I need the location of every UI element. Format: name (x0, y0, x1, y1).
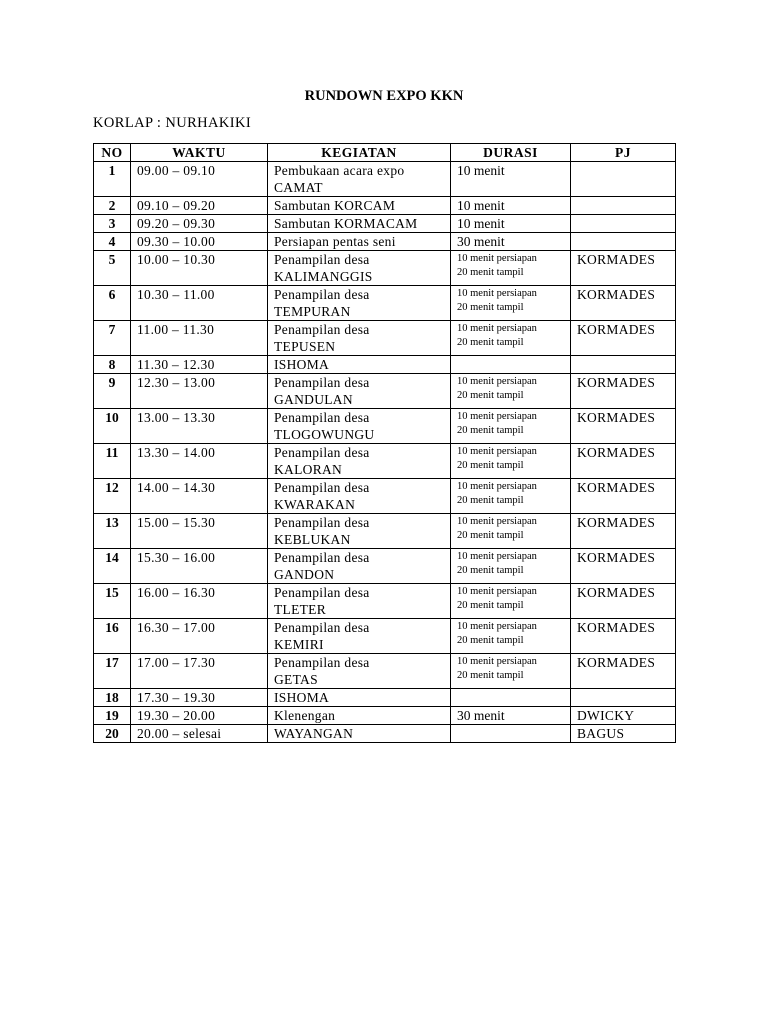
header-no: NO (94, 144, 131, 162)
cell-kegiatan (268, 514, 451, 549)
cell-no: 20 (94, 725, 131, 743)
cell-durasi (451, 514, 571, 549)
table-row (94, 409, 676, 444)
cell-pj: KORMADES (571, 619, 676, 654)
cell-pj (571, 162, 676, 197)
cell-kegiatan (268, 689, 451, 707)
cell-kegiatan (268, 233, 451, 251)
table-row (94, 725, 676, 743)
cell-waktu: 11.00 – 11.30 (131, 321, 268, 356)
cell-no: 6 (94, 286, 131, 321)
cell-kegiatan (268, 215, 451, 233)
cell-waktu: 09.10 – 09.20 (131, 197, 268, 215)
kegiatan-line: CAMAT (274, 180, 323, 195)
cell-pj: KORMADES (571, 584, 676, 619)
kegiatan-line: ISHOMA (274, 357, 330, 372)
cell-waktu: 13.30 – 14.00 (131, 444, 268, 479)
table-row (94, 689, 676, 707)
cell-durasi (451, 444, 571, 479)
durasi-detail: 10 menit persiapan (457, 376, 537, 387)
durasi-detail: 10 menit persiapan (457, 481, 537, 492)
kegiatan-line: TEMPURAN (274, 304, 351, 319)
cell-durasi (451, 321, 571, 356)
table-row (94, 707, 676, 725)
cell-durasi (451, 479, 571, 514)
cell-kegiatan (268, 444, 451, 479)
durasi-detail: 10 menit persiapan (457, 411, 537, 422)
kegiatan-line: Penampilan desa (274, 620, 370, 635)
table-row (94, 374, 676, 409)
kegiatan-line: KWARAKAN (274, 497, 356, 512)
kegiatan-line: Penampilan desa (274, 515, 370, 530)
cell-waktu: 15.00 – 15.30 (131, 514, 268, 549)
cell-no: 12 (94, 479, 131, 514)
cell-no: 5 (94, 251, 131, 286)
cell-no: 13 (94, 514, 131, 549)
durasi-detail: 10 menit persiapan (457, 656, 537, 667)
cell-durasi: 10 menit (451, 197, 571, 215)
cell-waktu: 17.00 – 17.30 (131, 654, 268, 689)
cell-durasi (451, 286, 571, 321)
cell-durasi (451, 584, 571, 619)
durasi-detail: 20 menit tampil (457, 266, 524, 278)
cell-pj: KORMADES (571, 654, 676, 689)
cell-pj: KORMADES (571, 321, 676, 356)
cell-kegiatan (268, 584, 451, 619)
cell-pj: KORMADES (571, 549, 676, 584)
cell-pj (571, 356, 676, 374)
cell-kegiatan (268, 409, 451, 444)
cell-waktu: 10.00 – 10.30 (131, 251, 268, 286)
kegiatan-line: TLETER (274, 602, 327, 617)
table-row (94, 197, 676, 215)
durasi-detail: 20 menit tampil (457, 529, 524, 541)
table-row (94, 549, 676, 584)
cell-durasi (451, 619, 571, 654)
cell-durasi (451, 549, 571, 584)
durasi-detail: 10 menit persiapan (457, 446, 537, 457)
table-row (94, 479, 676, 514)
kegiatan-line: ISHOMA (274, 690, 330, 705)
cell-durasi: 30 menit (451, 707, 571, 725)
kegiatan-line: Persiapan pentas seni (274, 234, 396, 249)
kegiatan-line: Pembukaan acara expo (274, 163, 405, 178)
cell-durasi: 30 menit (451, 233, 571, 251)
cell-kegiatan (268, 725, 451, 743)
cell-kegiatan (268, 619, 451, 654)
header-durasi: DURASI (451, 144, 571, 162)
cell-waktu: 09.30 – 10.00 (131, 233, 268, 251)
kegiatan-line: KALIMANGGIS (274, 269, 373, 284)
cell-waktu: 12.30 – 13.00 (131, 374, 268, 409)
table-row (94, 215, 676, 233)
cell-no: 11 (94, 444, 131, 479)
cell-durasi (451, 409, 571, 444)
table-row (94, 584, 676, 619)
durasi-detail: 20 menit tampil (457, 634, 524, 646)
cell-waktu: 13.00 – 13.30 (131, 409, 268, 444)
cell-no: 7 (94, 321, 131, 356)
kegiatan-line: Penampilan desa (274, 655, 370, 670)
document-title: RUNDOWN EXPO KKN (304, 88, 464, 104)
table-row (94, 251, 676, 286)
kegiatan-line: Sambutan KORMACAM (274, 216, 418, 231)
cell-pj: KORMADES (571, 444, 676, 479)
cell-no: 4 (94, 233, 131, 251)
kegiatan-line: KEBLUKAN (274, 532, 351, 547)
cell-durasi: 10 menit (451, 215, 571, 233)
durasi-detail: 20 menit tampil (457, 301, 524, 313)
cell-waktu: 10.30 – 11.00 (131, 286, 268, 321)
cell-no: 9 (94, 374, 131, 409)
kegiatan-line: Penampilan desa (274, 445, 370, 460)
cell-kegiatan (268, 479, 451, 514)
cell-pj: BAGUS (571, 725, 676, 743)
cell-pj (571, 197, 676, 215)
durasi-detail: 10 menit persiapan (457, 586, 537, 597)
cell-pj: DWICKY (571, 707, 676, 725)
cell-no: 17 (94, 654, 131, 689)
cell-kegiatan (268, 162, 451, 197)
cell-waktu: 11.30 – 12.30 (131, 356, 268, 374)
cell-waktu: 20.00 – selesai (131, 725, 268, 743)
cell-pj: KORMADES (571, 251, 676, 286)
table-row (94, 654, 676, 689)
kegiatan-line: KEMIRI (274, 637, 324, 652)
cell-kegiatan (268, 197, 451, 215)
cell-pj: KORMADES (571, 286, 676, 321)
cell-kegiatan (268, 654, 451, 689)
cell-waktu: 09.20 – 09.30 (131, 215, 268, 233)
cell-no: 16 (94, 619, 131, 654)
cell-waktu: 16.30 – 17.00 (131, 619, 268, 654)
kegiatan-line: Penampilan desa (274, 410, 370, 425)
cell-durasi (451, 654, 571, 689)
cell-waktu: 16.00 – 16.30 (131, 584, 268, 619)
kegiatan-line: Penampilan desa (274, 480, 370, 495)
kegiatan-line: Penampilan desa (274, 585, 370, 600)
cell-waktu: 14.00 – 14.30 (131, 479, 268, 514)
kegiatan-line: GETAS (274, 672, 318, 687)
cell-pj: KORMADES (571, 479, 676, 514)
durasi-detail: 20 menit tampil (457, 424, 524, 436)
cell-kegiatan (268, 356, 451, 374)
kegiatan-line: GANDON (274, 567, 335, 582)
cell-waktu: 17.30 – 19.30 (131, 689, 268, 707)
cell-kegiatan (268, 321, 451, 356)
cell-durasi: 10 menit (451, 162, 571, 197)
cell-pj (571, 233, 676, 251)
durasi-detail: 20 menit tampil (457, 389, 524, 401)
durasi-detail: 10 menit persiapan (457, 621, 537, 632)
cell-no: 19 (94, 707, 131, 725)
rundown-table (93, 143, 676, 743)
kegiatan-line: Penampilan desa (274, 322, 370, 337)
cell-waktu: 15.30 – 16.00 (131, 549, 268, 584)
table-row (94, 162, 676, 197)
kegiatan-line: GANDULAN (274, 392, 353, 407)
kegiatan-line: Penampilan desa (274, 252, 370, 267)
cell-waktu: 19.30 – 20.00 (131, 707, 268, 725)
header-waktu: WAKTU (131, 144, 268, 162)
header-pj: PJ (571, 144, 676, 162)
cell-kegiatan (268, 549, 451, 584)
cell-pj: KORMADES (571, 409, 676, 444)
table-row (94, 286, 676, 321)
durasi-detail: 10 menit persiapan (457, 551, 537, 562)
cell-pj (571, 215, 676, 233)
cell-no: 15 (94, 584, 131, 619)
cell-no: 10 (94, 409, 131, 444)
table-row (94, 444, 676, 479)
cell-no: 2 (94, 197, 131, 215)
kegiatan-line: Penampilan desa (274, 375, 370, 390)
cell-pj: KORMADES (571, 374, 676, 409)
cell-no: 14 (94, 549, 131, 584)
kegiatan-line: WAYANGAN (274, 726, 354, 741)
cell-waktu: 09.00 – 09.10 (131, 162, 268, 197)
cell-kegiatan (268, 374, 451, 409)
durasi-detail: 20 menit tampil (457, 494, 524, 506)
cell-kegiatan (268, 707, 451, 725)
kegiatan-line: Sambutan KORCAM (274, 198, 396, 213)
durasi-detail: 10 menit persiapan (457, 253, 537, 264)
cell-durasi (451, 725, 571, 743)
cell-no: 3 (94, 215, 131, 233)
kegiatan-line: Penampilan desa (274, 550, 370, 565)
kegiatan-line: TLOGOWUNGU (274, 427, 375, 442)
cell-no: 18 (94, 689, 131, 707)
table-body (94, 162, 676, 743)
cell-kegiatan (268, 251, 451, 286)
durasi-detail: 20 menit tampil (457, 459, 524, 471)
table-row (94, 619, 676, 654)
durasi-detail: 20 menit tampil (457, 564, 524, 576)
table-row (94, 321, 676, 356)
cell-no: 1 (94, 162, 131, 197)
durasi-detail: 20 menit tampil (457, 336, 524, 348)
durasi-detail: 20 menit tampil (457, 669, 524, 681)
cell-no: 8 (94, 356, 131, 374)
table-row (94, 514, 676, 549)
cell-durasi (451, 374, 571, 409)
cell-pj (571, 689, 676, 707)
kegiatan-line: TEPUSEN (274, 339, 336, 354)
header-kegiatan: KEGIATAN (268, 144, 451, 162)
cell-durasi (451, 689, 571, 707)
table-row (94, 233, 676, 251)
kegiatan-line: Klenengan (274, 708, 336, 723)
cell-kegiatan (268, 286, 451, 321)
cell-pj: KORMADES (571, 514, 676, 549)
durasi-detail: 10 menit persiapan (457, 288, 537, 299)
kegiatan-line: Penampilan desa (274, 287, 370, 302)
durasi-detail: 10 menit persiapan (457, 323, 537, 334)
cell-durasi (451, 356, 571, 374)
durasi-detail: 20 menit tampil (457, 599, 524, 611)
table-header-row (94, 144, 676, 162)
cell-durasi (451, 251, 571, 286)
table-row (94, 356, 676, 374)
korlap-line: KORLAP : NURHAKIKI (93, 115, 252, 131)
durasi-detail: 10 menit persiapan (457, 516, 537, 527)
kegiatan-line: KALORAN (274, 462, 343, 477)
